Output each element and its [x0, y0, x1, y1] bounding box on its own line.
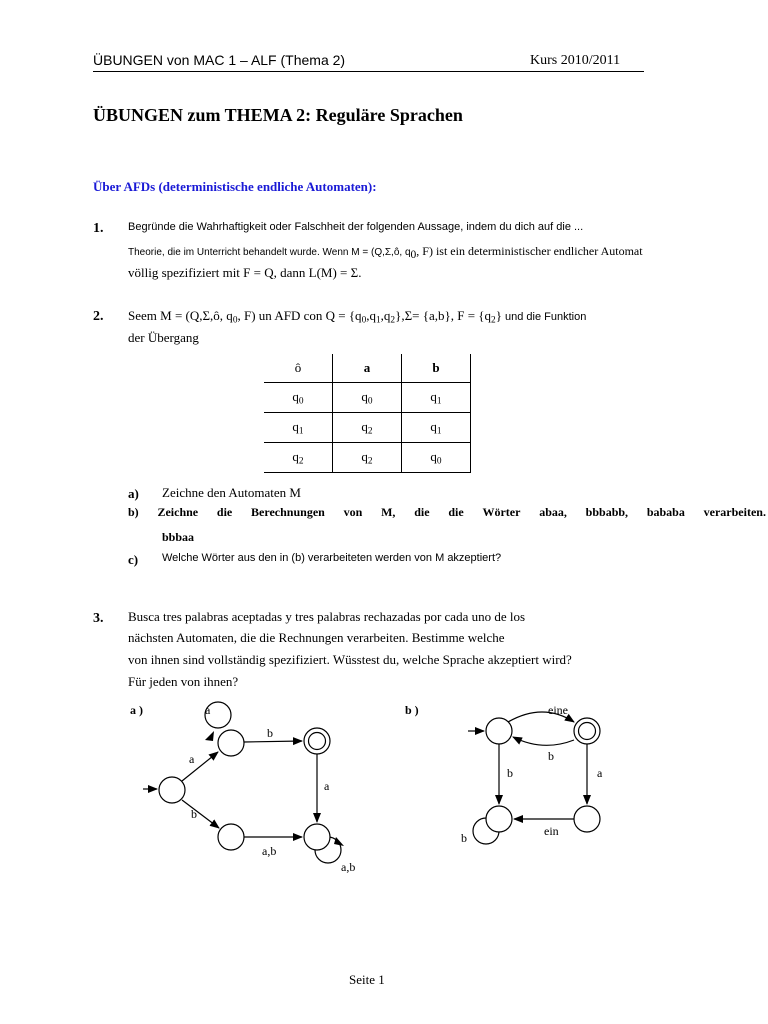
edge-label: a,b [262, 844, 277, 858]
edge-label: a [189, 752, 195, 766]
edge-label: b [191, 807, 197, 821]
state-b-lower-right [574, 806, 600, 832]
part-a-label: a) [128, 486, 139, 501]
part-c-label: c) [128, 552, 139, 567]
table-cell: $q_1$ [264, 413, 333, 443]
exercise-1-line1: Begründe die Wahrhaftigkeit oder Falschheit der folgenden Aussage, indem du dich auf die ... [128, 221, 584, 233]
diagram-a-label: a ) [130, 703, 143, 717]
exercise-3-number: 3. [93, 611, 104, 626]
table-cell: $q_2$ [333, 443, 402, 473]
table-cell: $q_0$ [264, 383, 333, 413]
part-b-continuation: bbbaa [162, 530, 195, 544]
edge-b-final-start [513, 737, 574, 745]
table-cell: $q_0$ [333, 383, 402, 413]
page-title: ÜBUNGEN zum THEMA 2: Reguläre Sprachen [93, 105, 463, 125]
state-a-start [159, 777, 185, 803]
edge-label: a [205, 703, 211, 717]
table-header-b: b [402, 354, 471, 383]
edge-label: ein [544, 824, 559, 838]
edge-a-start-upper [182, 752, 218, 781]
exercise-1-number: 1. [93, 221, 104, 236]
state-b-final-inner [579, 723, 596, 740]
exercise-3-line3: von ihnen sind vollständig spezifiziert. Wüsstest du, welche Sprache akzeptiert wird? [128, 652, 572, 667]
exercise-1-line2: Theorie, die im Unterricht behandelt wurde. Wenn M = (Q,Σ,ô, $q_0$, F) ist ein deterministischer endlicher Automat [128, 244, 643, 261]
part-c-text: Welche Wörter aus den in (b) verarbeiteten werden von M akzeptiert? [162, 552, 502, 564]
edge-a-start-lower [182, 800, 219, 828]
edge-label: b [267, 726, 273, 740]
exercise-3-line2: nächsten Automaten, die die Rechnungen verarbeiten. Bestimme welche [128, 630, 505, 645]
table-header-delta: ô [294, 360, 302, 375]
edge-label: a [324, 779, 330, 793]
diagram-b-label: b ) [405, 703, 419, 717]
state-a-upper [218, 730, 244, 756]
edge-label: b [548, 749, 554, 763]
edge-a-upper-final [244, 741, 302, 742]
exercise-2-line2: der Übergang [128, 330, 199, 345]
exercise-3-line4: Für jeden von ihnen? [128, 674, 239, 689]
exercise-2-number: 2. [93, 309, 104, 324]
table-cell: $q_1$ [402, 413, 471, 443]
edge-label: b [507, 766, 513, 780]
exercise-3-line1: Busca tres palabras aceptadas y tres palabras rechazadas por cada uno de los [128, 609, 526, 624]
table-cell: $q_1$ [402, 383, 471, 413]
loop-arrowhead-a-top [205, 731, 214, 741]
state-a-final-inner [309, 733, 326, 750]
loop-arrowhead-a-bottom [334, 837, 344, 846]
exercise-1-line3: völlig spezifiziert mit F = Q, dann L(M) = Σ. [128, 265, 362, 280]
state-a-sink [304, 824, 330, 850]
edge-label: a [597, 766, 603, 780]
automaton-a [130, 702, 355, 874]
part-a-text: Zeichne den Automaten M [162, 485, 301, 500]
header-left: ÜBUNGEN von MAC 1 – ALF (Thema 2) [93, 52, 346, 68]
table-cell: $q_0$ [402, 443, 471, 473]
automaton-b [405, 703, 603, 845]
state-a-lower [218, 824, 244, 850]
header-right: Kurs 2010/2011 [530, 53, 621, 68]
section-heading: Über AFDs (deterministische endliche Automaten): [93, 179, 377, 194]
edge-label: eine [548, 703, 568, 717]
part-b-line: b) Zeichne die Berechnungen von M, die die Wörter abaa, bbbabb, bababa verarbeiten. [128, 505, 766, 519]
table-header-a: a [333, 354, 402, 383]
state-b-sink [486, 806, 512, 832]
exercise-2-line1: Seem M = (Q,Σ,ô, $q_0$, F) un AFD con $Q = \{q_0,q_1,q_2\},\Sigma= \{a,b\}$, $F = \{q_2\}$ und die Funktion [128, 308, 587, 326]
table-cell: $q_2$ [333, 413, 402, 443]
table-cell: $q_2$ [264, 443, 333, 473]
page-footer: Seite 1 [349, 972, 385, 987]
edge-label: b [461, 831, 467, 845]
edge-label: a,b [341, 860, 356, 874]
